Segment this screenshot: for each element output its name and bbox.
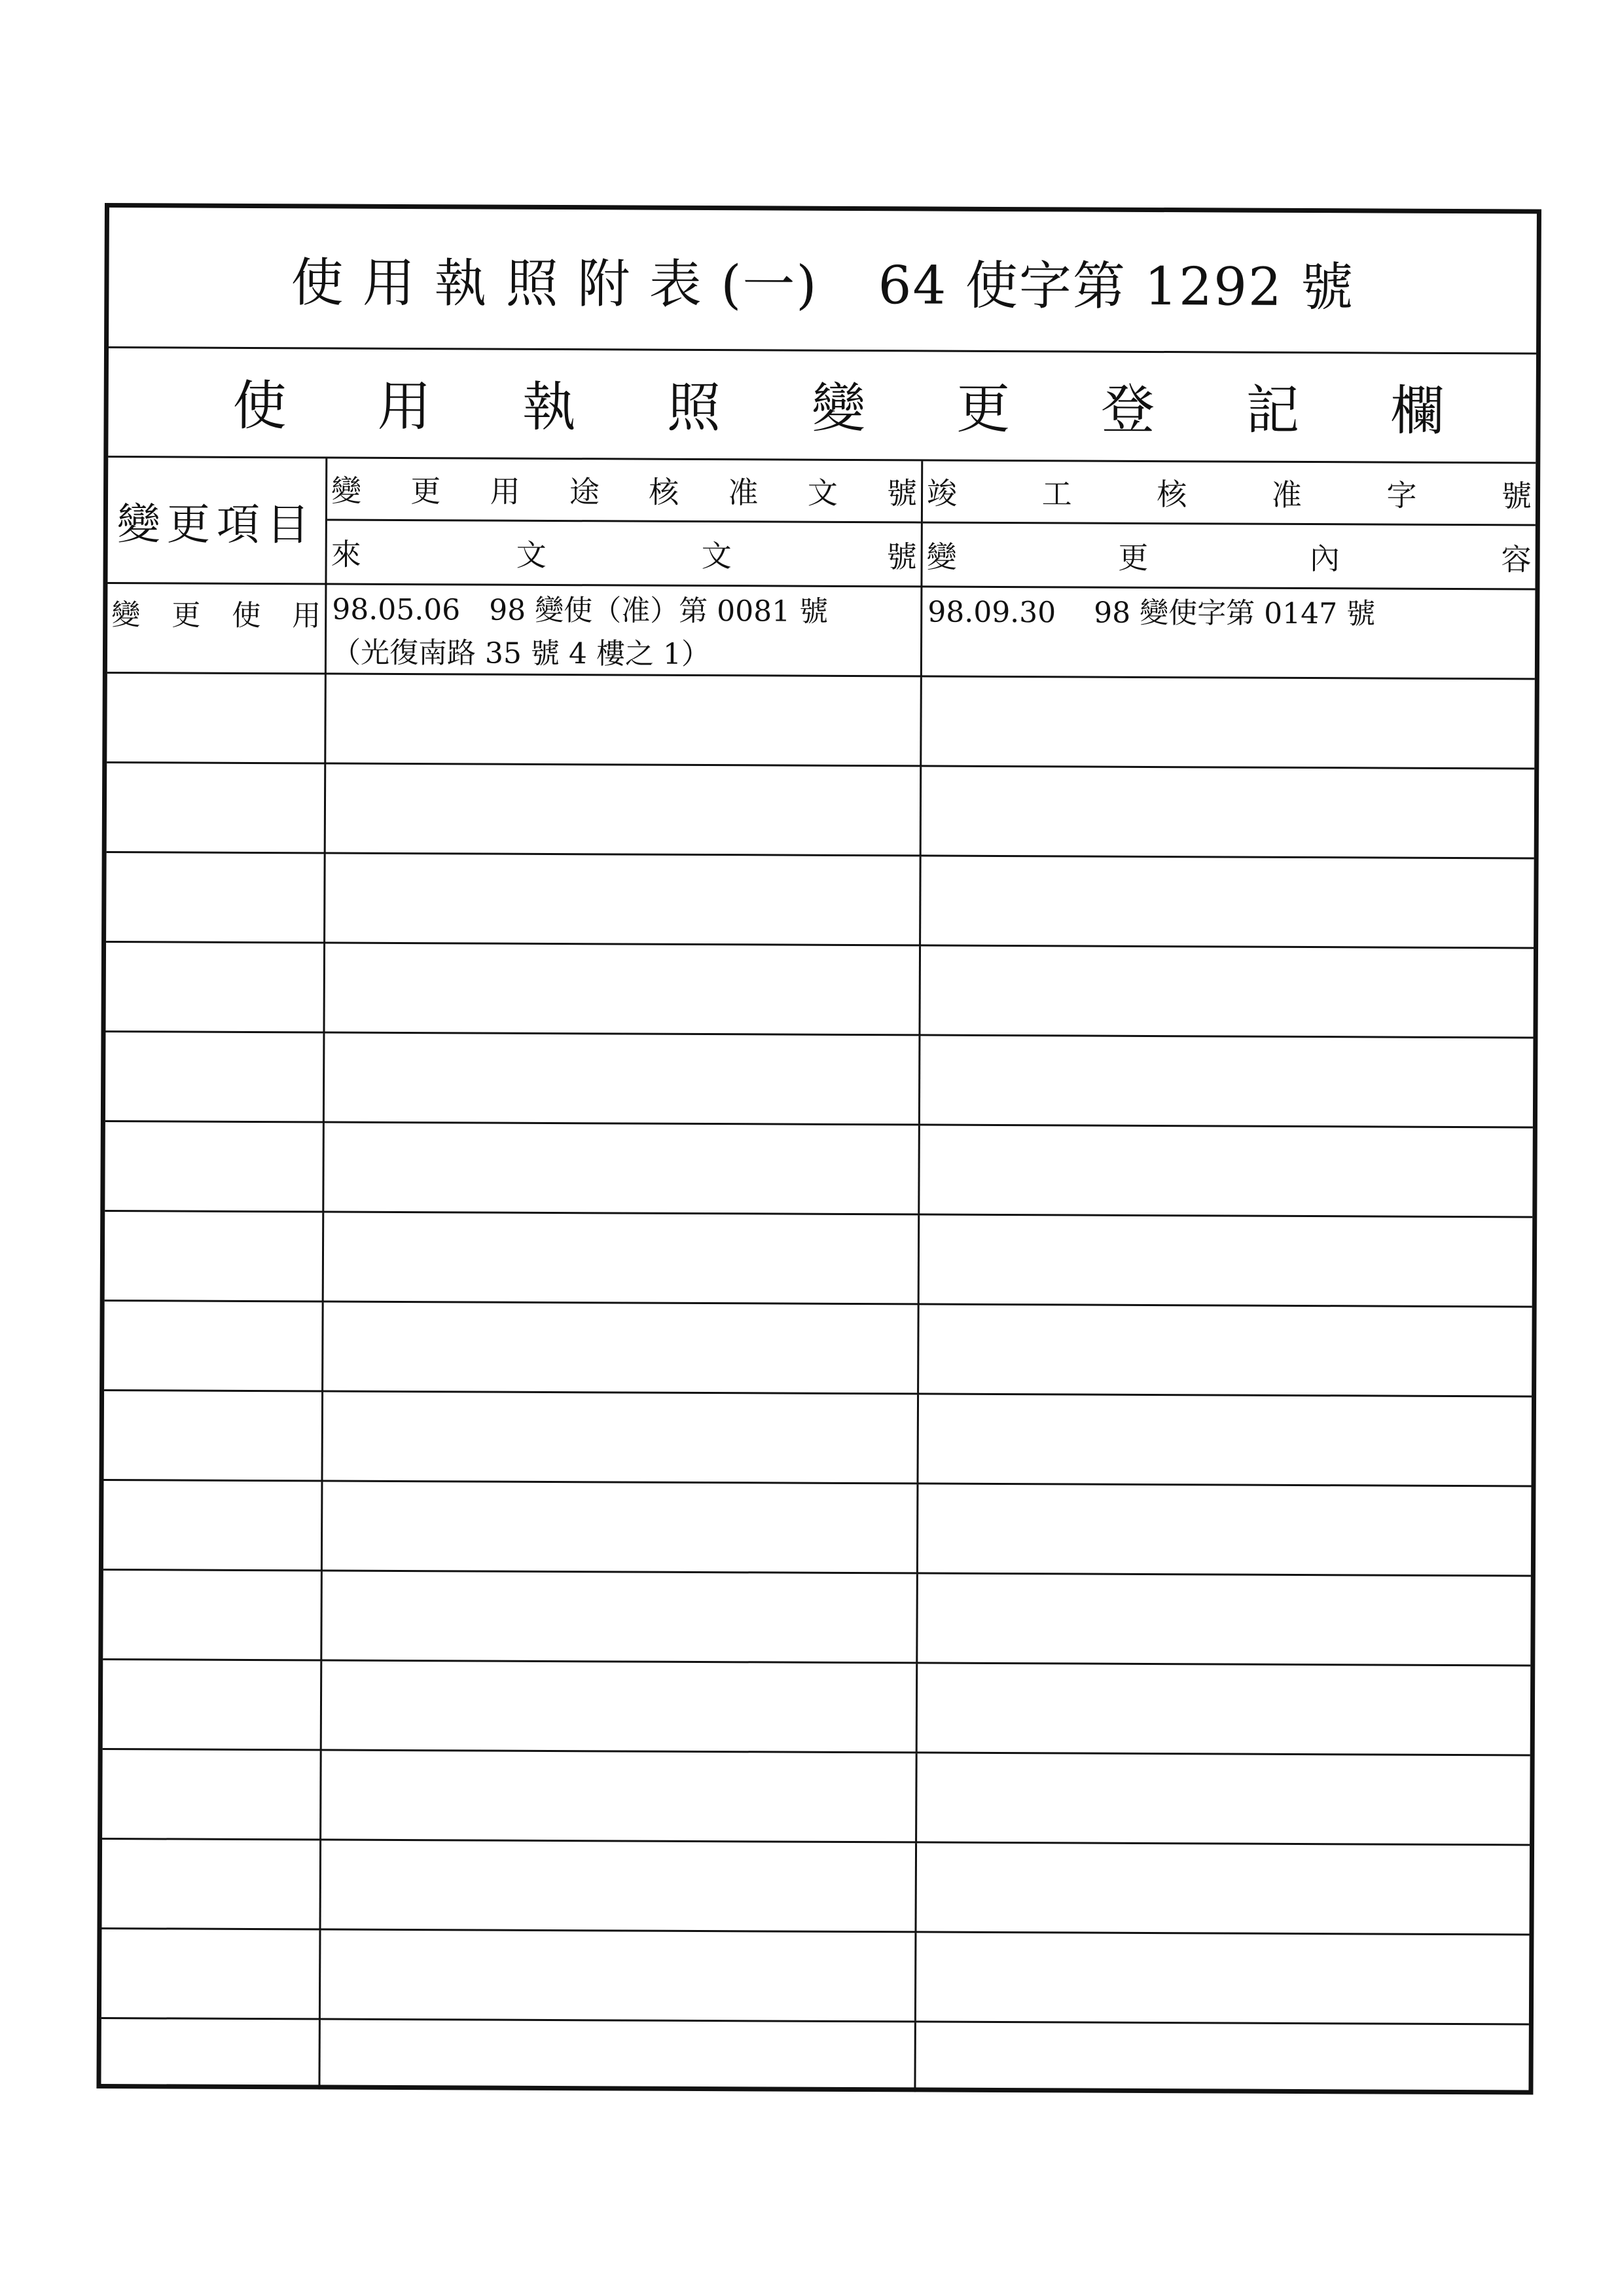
cell-approval — [327, 583, 923, 675]
cell-item — [102, 1750, 322, 1838]
cell-completion — [917, 1753, 1530, 1844]
header-char: 途 — [569, 474, 600, 510]
cell-approval — [326, 674, 922, 765]
cell-completion — [916, 1843, 1530, 1933]
cell-completion — [918, 1484, 1532, 1575]
cell-approval — [321, 1751, 918, 1841]
table-row — [107, 674, 1535, 770]
cell-item — [105, 1032, 325, 1121]
cell-approval — [324, 1123, 920, 1213]
completion-doc-no: 98.09.30 98 變使字第 0147 號 — [927, 595, 1376, 631]
table-row — [105, 943, 1534, 1039]
section-heading-char: 登 — [1101, 378, 1155, 442]
cell-completion — [918, 1574, 1531, 1664]
table-row — [107, 582, 1536, 680]
table-row — [107, 763, 1535, 860]
cell-approval — [321, 1840, 918, 1931]
section-heading-char: 執 — [522, 376, 577, 439]
cell-approval — [324, 1212, 920, 1303]
cell-item — [107, 763, 327, 852]
approval-doc-no: 98.05.06 98 變使（准）第 0081 號 — [332, 592, 829, 629]
cell-completion — [916, 1933, 1530, 2023]
cell-completion — [922, 767, 1535, 857]
cell-item — [105, 1122, 325, 1211]
header-completion-no — [923, 461, 1536, 526]
section-heading-char: 變 — [811, 377, 866, 441]
header-incoming-doc-no — [327, 520, 920, 585]
cell-item — [103, 1481, 323, 1569]
header-char: 工 — [1041, 476, 1072, 512]
table-row — [103, 1660, 1531, 1757]
section-heading-char: 使 — [232, 374, 287, 438]
header-char: 文 — [516, 537, 547, 573]
header-char: 變 — [331, 473, 362, 509]
header-char: 號 — [886, 538, 917, 574]
table-row — [105, 1212, 1533, 1308]
table-row — [106, 853, 1534, 949]
cell-approval — [323, 1392, 919, 1482]
header-char: 用 — [490, 473, 520, 509]
section-heading-char: 欄 — [1390, 380, 1445, 443]
cell-approval — [325, 943, 921, 1034]
header-char: 竣 — [926, 475, 958, 511]
header-char: 准 — [728, 475, 759, 511]
header-char: 容 — [1501, 541, 1532, 577]
cell-approval — [325, 1033, 921, 1123]
table-row — [101, 2019, 1528, 2095]
form-title — [109, 208, 1537, 355]
cell-approval — [323, 1302, 920, 1393]
cell-item — [107, 674, 327, 762]
header-char: 來 — [331, 536, 361, 572]
header-char: 號 — [886, 475, 918, 511]
section-heading — [108, 346, 1536, 464]
table-row — [103, 1571, 1531, 1667]
cell-completion — [919, 1305, 1532, 1395]
cell-item — [103, 1571, 323, 1659]
section-heading-char: 用 — [377, 375, 431, 439]
header-char: 變 — [926, 538, 957, 575]
table-row — [104, 1302, 1532, 1398]
item-char: 更 — [171, 598, 201, 632]
cell-approval — [320, 2020, 916, 2092]
section-heading-char: 照 — [666, 376, 721, 440]
cell-approval — [322, 1661, 918, 1751]
header-char: 號 — [1501, 478, 1532, 514]
section-heading-char: 更 — [956, 378, 1011, 441]
header-char: 更 — [410, 473, 441, 509]
cell-completion — [918, 1394, 1532, 1485]
cell-completion — [920, 946, 1534, 1036]
cell-item — [103, 1391, 323, 1480]
table-row — [101, 1840, 1530, 1936]
table-body — [101, 582, 1535, 2090]
header-char: 文 — [701, 538, 732, 574]
item-char: 變 — [111, 598, 141, 632]
cell-approval — [323, 1482, 919, 1572]
cell-approval — [325, 854, 922, 944]
header-change-content — [922, 523, 1535, 588]
cell-completion — [916, 2022, 1528, 2094]
section-heading-char: 記 — [1246, 379, 1300, 442]
header-change-item: 變更項目 — [107, 458, 327, 583]
table-row — [105, 1032, 1534, 1129]
cell-completion — [920, 1036, 1534, 1126]
cell-approval — [326, 764, 922, 854]
header-char: 字 — [1386, 477, 1417, 513]
header-approval-doc-no — [327, 458, 921, 523]
cell-item — [101, 2019, 320, 2089]
approval-address: （光復南路 35 號 4 樓之 1） — [331, 636, 711, 672]
cell-completion — [920, 1125, 1533, 1216]
cell-completion — [920, 1215, 1533, 1305]
item-char: 使 — [232, 598, 261, 633]
cell-item — [105, 943, 325, 1031]
table-row — [103, 1391, 1532, 1487]
cell-item — [102, 1840, 322, 1928]
header-char: 核 — [1157, 477, 1187, 513]
cell-completion — [922, 585, 1536, 678]
header-char: 內 — [1309, 540, 1340, 576]
cell-item — [107, 582, 327, 672]
header-char: 文 — [807, 475, 838, 511]
cell-approval — [322, 1571, 918, 1662]
cell-item — [106, 853, 326, 941]
cell-approval — [321, 1930, 917, 2020]
table-row — [103, 1481, 1532, 1577]
table-header — [107, 458, 1536, 591]
cell-completion — [918, 1664, 1531, 1754]
use-permit-attachment-form — [96, 203, 1541, 2095]
cell-completion — [922, 677, 1535, 767]
header-approval-column — [327, 458, 923, 585]
permit-number: 64 使字第 1292 號 — [878, 254, 1355, 318]
form-title-main: 使 用 執 照 附 表 (一) — [291, 251, 818, 316]
table-row — [102, 1750, 1530, 1846]
header-char: 准 — [1271, 477, 1302, 513]
cell-completion — [921, 856, 1534, 947]
table-row — [101, 1929, 1530, 2026]
cell-item — [104, 1302, 324, 1390]
cell-item — [103, 1660, 323, 1749]
cell-item — [101, 1929, 321, 2018]
table-row — [105, 1122, 1533, 1218]
item-char: 用 — [292, 599, 321, 633]
header-char: 核 — [649, 474, 679, 510]
header-char: 更 — [1118, 539, 1149, 575]
cell-item — [105, 1212, 325, 1300]
header-completion-column — [922, 461, 1536, 588]
